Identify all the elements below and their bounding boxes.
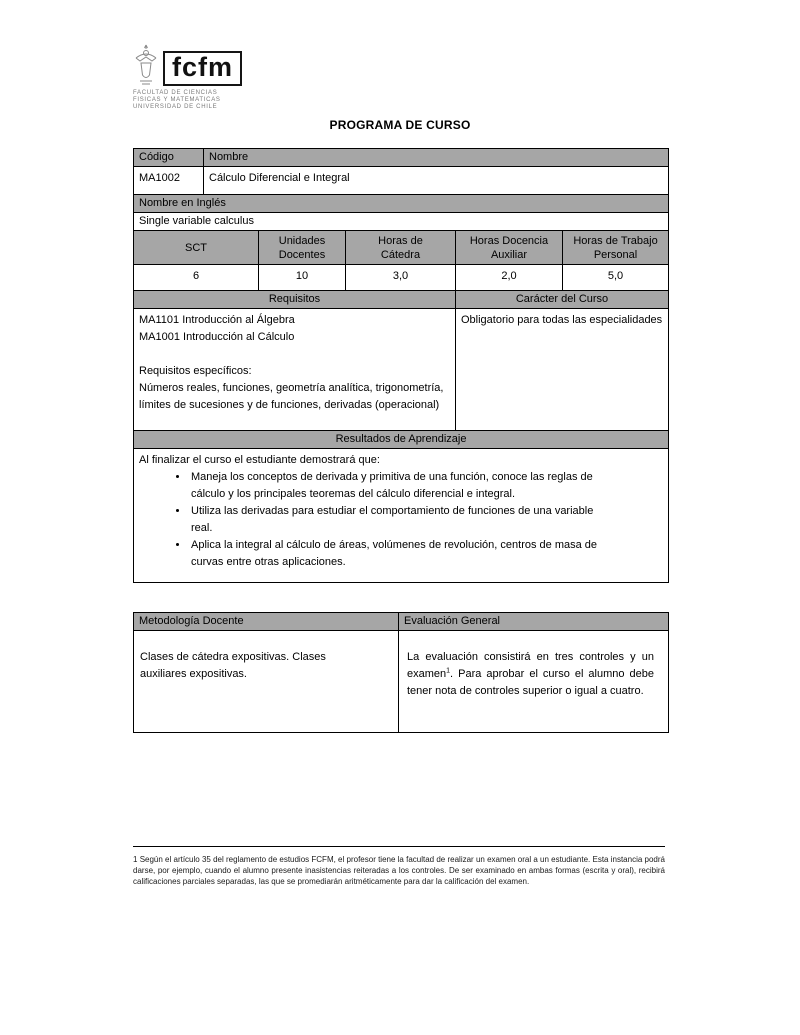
resultado-item: • Aplica la integral al cálculo de áreas, volúmenes de revolución, centros de masa de curvas entre otras aplicaciones. [189, 537, 599, 571]
nombre-ingles-header-row [134, 195, 669, 213]
horas-docencia-auxiliar-header-cell: Horas Docencia Auxiliar [456, 231, 563, 265]
resultados-value-cell [134, 449, 669, 583]
codigo-header-cell: Código [134, 149, 204, 167]
metodologia-texto: Clases de cátedra expositivas. Clases auxiliares expositivas. [140, 651, 326, 680]
caracter-curso-value-cell: Obligatorio para todas las especialidades [456, 309, 669, 431]
evaluacion-texto-post: . Para aprobar el curso el alumno debe tener nota de controles superior o igual a cuatro. [407, 668, 654, 697]
metodologia-evaluacion-value-row [134, 631, 669, 733]
nombre-header-cell: Nombre [204, 149, 669, 167]
requisito-curso-1: MA1101 Introducción al Álgebra [139, 314, 295, 326]
resultados-header-row [134, 431, 669, 449]
resultados-value-row [134, 449, 669, 583]
horas-catedra-value-cell: 3,0 [346, 265, 456, 291]
course-info-table [133, 148, 669, 583]
resultado-item: • Maneja los conceptos de derivada y primitiva de una función, conoce las reglas de cálculo y los principales teoremas del cálculo diferencial e integral. [189, 469, 599, 503]
resultados-header-cell: Resultados de Aprendizaje [134, 431, 669, 449]
footnote-text: Según el artículo 35 del reglamento de estudios FCFM, el profesor tiene la facultad de realizar un examen oral a un estudiante. Esta instancia podrá darse, por ejemplo, cuando el alumno presente inasistencias reiteradas a los controles. De ser examinado en ambas formas (escrita y oral), recibirá calificaciones parciales separadas, las que se promediarán aritméticamente para dar la calificación del examen. [133, 855, 665, 886]
creditos-header-row [134, 231, 669, 265]
logo-caption-line: FISICAS Y MATEMATICAS [133, 97, 221, 103]
spacer [139, 346, 450, 363]
evaluacion-header-cell: Evaluación General [399, 613, 669, 631]
logo-caption [133, 90, 242, 111]
evaluacion-texto-pre: La evaluación consistirá en tres controles y un examen [407, 651, 654, 680]
nombre-ingles-value-cell: Single variable calculus [134, 213, 669, 231]
unidades-docentes-value-cell: 10 [259, 265, 346, 291]
requisitos-header-cell: Requisitos [134, 291, 456, 309]
caracter-curso-header-cell: Carácter del Curso [456, 291, 669, 309]
requisitos-especificos-titulo: Requisitos específicos: [139, 365, 252, 377]
horas-trabajo-personal-header-cell: Horas de Trabajo Personal [563, 231, 669, 265]
sct-header-cell: SCT [134, 231, 259, 265]
creditos-value-row [134, 265, 669, 291]
metodologia-evaluacion-header-row [134, 613, 669, 631]
horas-catedra-header-cell: Horas de Cátedra [346, 231, 456, 265]
requisitos-especificos-detalle: Números reales, funciones, geometría analítica, trigonometría, límites de sucesiones y de funciones, derivadas (operacional) [139, 382, 444, 411]
footnote-ref-mark: 1 [446, 667, 451, 675]
unidades-docentes-header-cell: Unidades Docentes [259, 231, 346, 265]
footnote-number: 1 [133, 855, 138, 864]
page-title: PROGRAMA DE CURSO [329, 118, 471, 132]
metodologia-value-cell [134, 631, 399, 733]
resultado-item: • Utiliza las derivadas para estudiar el comportamiento de funciones de una variable real. [189, 503, 599, 537]
nombre-ingles-header-cell: Nombre en Inglés [134, 195, 669, 213]
metodologia-evaluacion-table [133, 612, 669, 733]
universidad-de-chile-emblem-icon [133, 44, 159, 86]
resultados-intro: Al finalizar el curso el estudiante demostrará que: [139, 454, 380, 466]
requisitos-caracter-header-row [134, 291, 669, 309]
nombre-ingles-value-row [134, 213, 669, 231]
requisitos-caracter-value-row [134, 309, 669, 431]
horas-trabajo-personal-value-cell: 5,0 [563, 265, 669, 291]
logo-caption-line: UNIVERSIDAD DE CHILE [133, 104, 218, 110]
evaluacion-texto [399, 649, 668, 700]
logo-caption-line: FACULTAD DE CIENCIAS [133, 90, 218, 96]
metodologia-header-cell: Metodología Docente [134, 613, 399, 631]
nombre-value-cell: Cálculo Diferencial e Integral [204, 167, 669, 195]
codigo-nombre-header-row [134, 149, 669, 167]
evaluacion-value-cell [399, 631, 669, 733]
requisitos-value-cell [134, 309, 456, 431]
codigo-value-cell: MA1002 [134, 167, 204, 195]
requisito-curso-2: MA1001 Introducción al Cálculo [139, 331, 295, 343]
sct-value-cell: 6 [134, 265, 259, 291]
fcfm-logo [133, 44, 242, 111]
logo-row [133, 44, 242, 86]
resultados-list [139, 469, 599, 571]
footnote [133, 846, 665, 887]
fcfm-wordmark: fcfm [163, 51, 242, 86]
horas-docencia-auxiliar-value-cell: 2,0 [456, 265, 563, 291]
codigo-nombre-value-row [134, 167, 669, 195]
